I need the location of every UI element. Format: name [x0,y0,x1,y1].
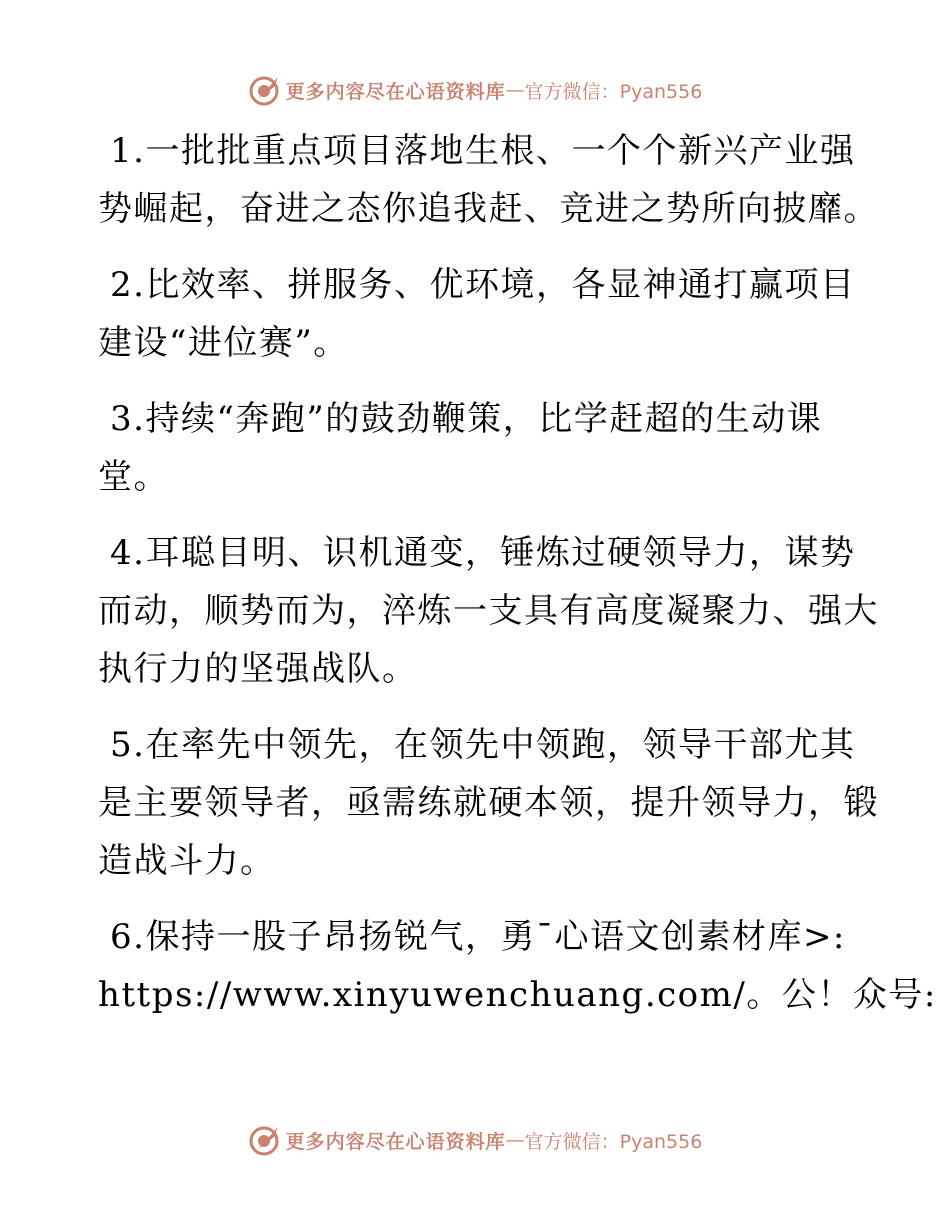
banner-brand-text: 更多内容尽在心语资料库 [285,80,506,103]
paragraph-line: 堂。 [98,457,169,497]
banner-contact-text: 官方微信：Pyan556 [524,80,703,103]
paragraph-line: 造战斗力。 [98,841,276,881]
paragraph-6 [98,908,937,1024]
paragraph-5 [98,716,879,890]
header-banner [0,70,950,110]
footer-banner [0,1120,950,1160]
paragraph-line: 3.持续“奔跑”的鼓劲鞭策，比学赶超的生动课 [110,399,823,439]
paragraph-line: 执行力的坚强战队。 [98,649,418,689]
paragraph-line: 1.一批批重点项目落地生根、一个个新兴产业强 [110,131,856,171]
banner-brand-text: 更多内容尽在心语资料库 [285,1130,506,1153]
document-body [98,122,937,1042]
paragraph-2 [98,256,868,372]
paragraph-1 [98,122,879,238]
quill-logo-icon [248,1123,282,1157]
banner-separator: — [505,79,525,101]
paragraph-4 [98,524,879,698]
paragraph-line: 5.在率先中领先，在领先中领跑，领导干部尤其 [110,725,856,765]
banner-contact-text: 官方微信：Pyan556 [524,1130,703,1153]
paragraph-line: 是主要领导者，亟需练就硬本领，提升领导力，锻 [98,783,879,823]
paragraph-line: 6.保持一股子昂扬锐气，勇¯心语文创素材库>: [110,917,846,957]
paragraph-line: https://www.xinyuwenchuang.com/。公！众号: [98,975,937,1015]
paragraph-line: 建设“进位赛”。 [98,323,349,363]
paragraph-line: 2.比效率、拼服务、优环境，各显神通打赢项目 [110,265,856,305]
paragraph-line: 势崛起，奋进之态你追我赶、竞进之势所向披靡。 [98,189,879,229]
paragraph-3 [98,390,868,506]
quill-logo-icon [248,73,282,107]
paragraph-line: 而动，顺势而为，淬炼一支具有高度凝聚力、强大 [98,591,879,631]
banner-separator: — [505,1129,525,1151]
paragraph-line: 4.耳聪目明、识机通变，锤炼过硬领导力，谋势 [110,533,856,573]
